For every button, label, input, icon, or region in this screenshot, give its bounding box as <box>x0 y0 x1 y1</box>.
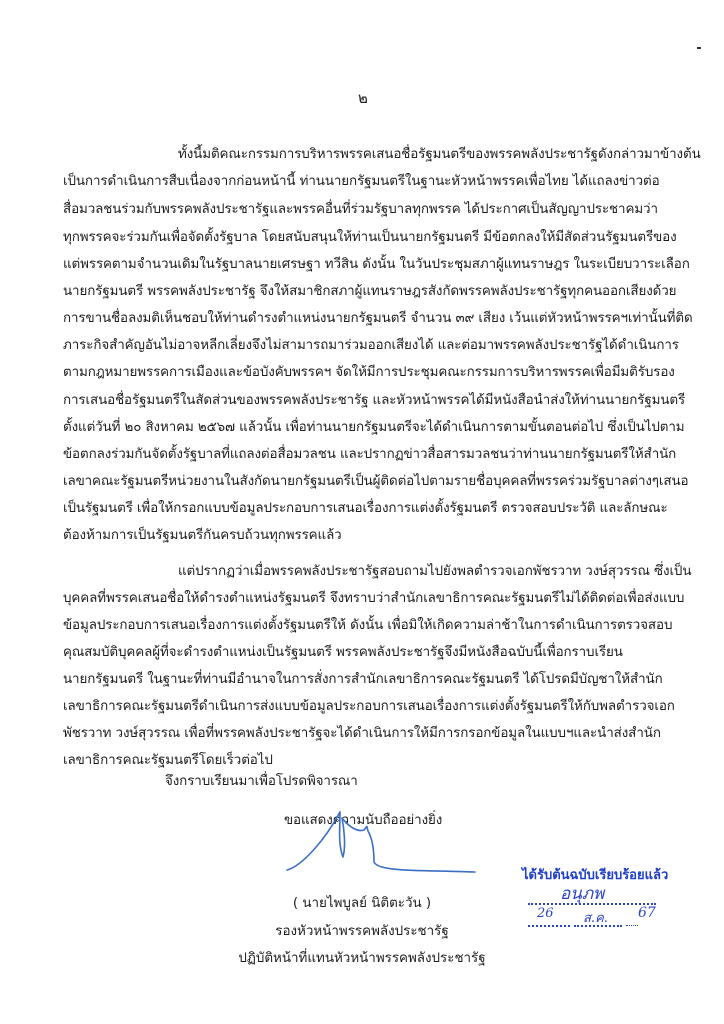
paragraph-line: เลขาธิการคณะรัฐมนตรีดำเนินการส่งแบบข้อมูลประกอบการเสนอเรื่องการแต่งตั้งรัฐมนตรีให้กับพลตำรวจเอก <box>63 699 675 714</box>
stamp-date-day: 26 <box>537 906 554 921</box>
paragraph-line: การเสนอชื่อรัฐมนตรีในสัดส่วนของพรรคพลังประชารัฐ และหัวหน้าพรรคได้มีหนังสือนำส่งให้ท่านนายกรัฐมนตรี <box>63 393 686 408</box>
paragraph-line: ข้อมูลประกอบการเสนอเรื่องการแต่งตั้งรัฐมนตรีให้ ดังนั้น เพื่อมิให้เกิดความล่าช้าในการดำเนินการตรวจสอบ <box>63 618 673 633</box>
stamp-title: ได้รับต้นฉบับเรียบร้อยแล้ว <box>522 868 669 883</box>
closing-line: จึงกราบเรียนมาเพื่อโปรดพิจารณา <box>165 774 358 789</box>
paragraph-line: นายกรัฐมนตรี ในฐานะที่ท่านมีอำนาจในการสั่งการสำนักเลขาธิการคณะรัฐมนตรี ได้โปรดมีบัญชาให้สำนัก <box>63 672 663 687</box>
paragraph-line: ตั้งแต่วันที่ ๒๐ สิงหาคม ๒๕๖๗ แล้วนั้น เพื่อท่านนายกรัฐมนตรีจะได้ดำเนินการตามขั้นตอนต่อไป ซึ่งเป็นไปตาม <box>63 420 685 435</box>
paragraph-line: ข้อตกลงร่วมกันจัดตั้งรัฐบาลที่แถลงต่อสื่อมวลชน และปรากฏข่าวสื่อสารมวลชนว่าท่านนายกรัฐมนตรีให้สำนัก <box>63 447 677 462</box>
paragraph-line: ภาระกิจสำคัญอันไม่อาจหลีกเลี่ยงจึงไม่สามารถมาร่วมออกเสียงได้ และต่อมาพรรคพลังประชารัฐได้ดำเนินการ <box>63 338 679 353</box>
paragraph-line: ตามกฎหมายพรรคการเมืองและข้อบังคับพรรคฯ จัดให้มีการประชุมคณะกรรมการบริหารพรรคเพื่อมีมติรับรอง <box>63 365 675 380</box>
paragraph-line: แต่ปรากฏว่าเมื่อพรรคพลังประชารัฐสอบถามไปยังพลตำรวจเอกพัชรวาท วงษ์สุวรรณ ซึ่งเป็น <box>178 564 692 579</box>
signature <box>280 800 490 880</box>
paragraph-line: เลขาคณะรัฐมนตรีหน่วยงานในสังกัดนายกรัฐมนตรีเป็นผู้ติดต่อไปตามรายชื่อบุคคลที่พรรคร่วมรัฐบาลต่างๆเสนอ <box>63 474 689 489</box>
stamp-dotted-line <box>528 903 656 905</box>
paragraph-line: ทั้งนี้มติคณะกรรมการบริหารพรรคเสนอชื่อรัฐมนตรีของพรรคพลังประชารัฐดังกล่าวมาข้างต้น <box>178 147 701 162</box>
paragraph-line: เป็นรัฐมนตรี เพื่อให้กรอกแบบข้อมูลประกอบการเสนอเรื่องการแต่งตั้งรัฐมนตรี ตรวจสอบประวัติ และลักษณะ <box>63 501 668 516</box>
signer-acting-title: ปฏิบัติหน้าที่แทนหัวหน้าพรรคพลังประชารัฐ <box>238 951 486 966</box>
paragraph-line: เป็นการดำเนินการสืบเนื่องจากก่อนหน้านี้ ท่านนายกรัฐมนตรีในฐานะหัวหน้าพรรคเพื่อไทย ได้แถลงข่าวต่อ <box>63 174 660 189</box>
salutation: ขอแสดงความนับถืออย่างยิ่ง <box>284 813 443 828</box>
stamp-date-month: ส.ค. <box>583 911 608 926</box>
paragraph-line: ต้องห้ามการเป็นรัฐมนตรีกันครบถ้วนทุกพรรคแล้ว <box>63 528 342 543</box>
signer-title: รองหัวหน้าพรรคพลังประชารัฐ <box>275 924 449 939</box>
paragraph-line: คุณสมบัติบุคคลผู้ที่จะดำรงตำแหน่งเป็นรัฐมนตรี พรรคพลังประชารัฐจึงมีหนังสือฉบับนี้เพื่อกราบเรียน <box>63 645 623 660</box>
scan-speck <box>697 47 701 49</box>
stamp-dotted-line <box>528 925 570 927</box>
stamp-dotted-line <box>626 925 638 926</box>
signer-name: ( นายไพบูลย์ นิติตะวัน ) <box>292 896 432 911</box>
paragraph-line: สื่อมวลชนร่วมกับพรรคพลังประชารัฐและพรรคอื่นที่ร่วมรัฐบาลทุกพรรค ได้ประกาศเป็นสัญญาประชาคมว่า <box>63 202 658 217</box>
page-number: ๒ <box>358 89 368 107</box>
paragraph-line: บุคคลที่พรรคเสนอชื่อให้ดำรงตำแหน่งรัฐมนตรี จึงทราบว่าสำนักเลขาธิการคณะรัฐมนตรีไม่ได้ติดต่อเพื่อส่งแบบ <box>63 591 685 606</box>
paragraph-line: พัชรวาท วงษ์สุวรรณ เพื่อที่พรรคพลังประชารัฐจะได้ดำเนินการให้มีการกรอกข้อมูลในแบบฯและนำส่งสำนัก <box>63 726 661 741</box>
paragraph-line: การขานชื่อลงมติเห็นชอบให้ท่านดำรงตำแหน่งนายกรัฐมนตรี จำนวน ๓๙ เสียง เว้นแต่หัวหน้าพรรคฯเท่านั้นที่ติด <box>63 311 693 326</box>
stamp-date-year: 67 <box>638 905 656 921</box>
stamp-dotted-line <box>574 925 622 927</box>
receiver-signature: อนุภพ <box>560 884 605 904</box>
paragraph-line: ทุกพรรคจะร่วมกันเพื่อจัดตั้งรัฐบาล โดยสนับสนุนให้ท่านเป็นนายกรัฐมนตรี มีข้อตกลงให้มีสัดส่วนรัฐมนตรีของ <box>63 230 677 245</box>
paragraph-line: แต่พรรคตามจำนวนเดิมในรัฐบาลนายเศรษฐา ทวีสิน ดังนั้น ในวันประชุมสภาผู้แทนราษฎร ในระเบียบวาระเลือก <box>63 257 690 272</box>
paragraph-line: เลขาธิการคณะรัฐมนตรีโดยเร็วต่อไป <box>63 753 273 768</box>
paragraph-line: นายกรัฐมนตรี พรรคพลังประชารัฐ จึงให้สมาชิกสภาผู้แทนราษฎรสังกัดพรรคพลังประชารัฐทุกคนออกเสียงด้วย <box>63 284 677 299</box>
